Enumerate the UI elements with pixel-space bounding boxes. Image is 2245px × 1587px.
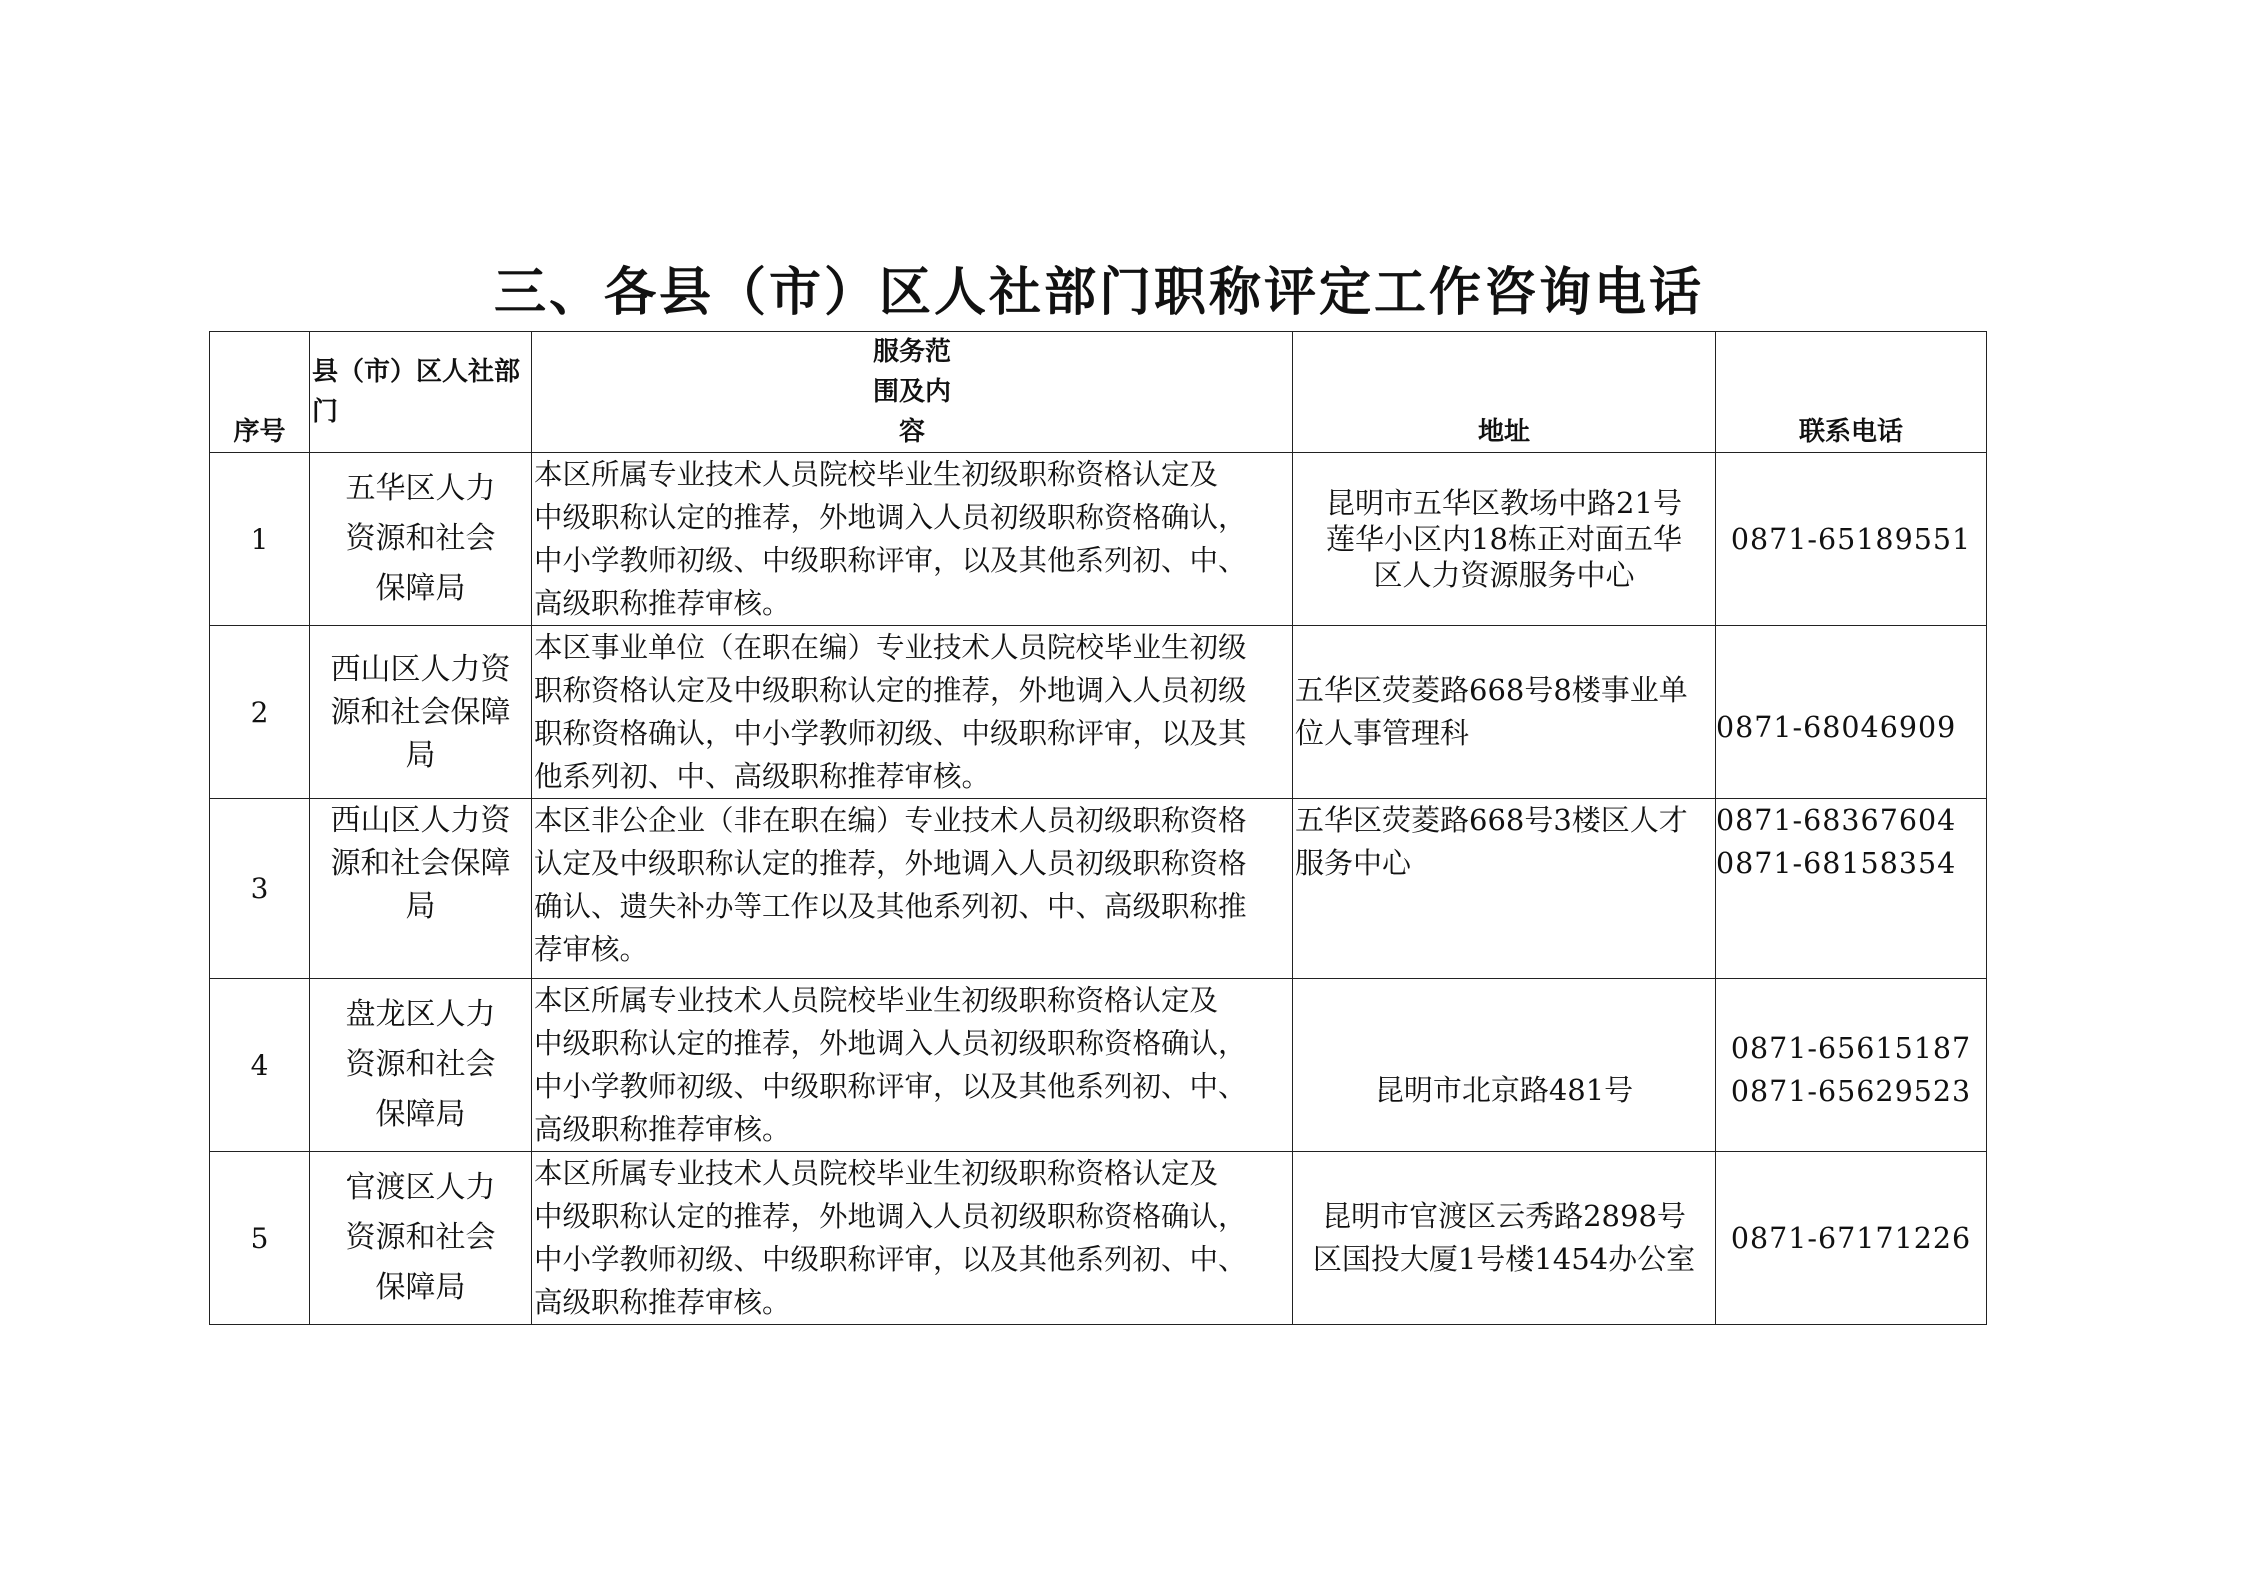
row-address bbox=[1293, 799, 1716, 979]
scope-line: 荐审核。 bbox=[534, 933, 649, 966]
table-row bbox=[210, 799, 1987, 979]
row-scope bbox=[532, 799, 1293, 979]
row-index: 1 bbox=[210, 453, 310, 626]
scope-line: 中级职称认定的推荐，外地调入人员初级职称资格确认， bbox=[534, 1200, 1247, 1233]
row-org: 西山区人力资源和社会保障局 bbox=[310, 799, 532, 979]
scope-line: 高级职称推荐审核。 bbox=[534, 1286, 791, 1319]
scope-line: 职称资格确认，中小学教师初级、中级职称评审，以及其 bbox=[534, 717, 1247, 750]
address-line: 昆明市北京路481号 bbox=[1374, 1073, 1634, 1107]
row-phone bbox=[1716, 453, 1987, 626]
phone-number: 0871-65615187 bbox=[1730, 1032, 1972, 1065]
row-index: 2 bbox=[210, 626, 310, 799]
scope-line: 本区所属专业技术人员院校毕业生初级职称资格认定及 bbox=[534, 458, 1219, 491]
header-scope: 服务范围及内容 bbox=[532, 332, 1293, 453]
scope-line: 本区所属专业技术人员院校毕业生初级职称资格认定及 bbox=[534, 984, 1219, 1017]
address-line: 区国投大厦1号楼1454办公室 bbox=[1312, 1242, 1696, 1276]
phone-number: 0871-68158354 bbox=[1716, 847, 1957, 880]
table-row bbox=[210, 626, 1987, 799]
contact-table bbox=[209, 331, 1987, 1325]
header-row bbox=[210, 332, 1987, 453]
row-org: 五华区人力资源和社会保障局 bbox=[310, 453, 532, 626]
row-address bbox=[1293, 453, 1716, 626]
row-scope bbox=[532, 979, 1293, 1152]
address-line: 五华区荧菱路668号3楼区人才 bbox=[1295, 803, 1688, 837]
scope-line: 确认、遗失补办等工作以及其他系列初、中、高级职称推 bbox=[534, 890, 1247, 923]
scope-line: 中小学教师初级、中级职称评审，以及其他系列初、中、 bbox=[534, 544, 1247, 577]
phone-number: 0871-65189551 bbox=[1730, 522, 1972, 556]
row-index: 4 bbox=[210, 979, 310, 1152]
table-row bbox=[210, 1152, 1987, 1325]
scope-line: 中级职称认定的推荐，外地调入人员初级职称资格确认， bbox=[534, 501, 1247, 534]
address-line: 区人力资源服务中心 bbox=[1373, 558, 1635, 592]
phone-number: 0871-67171226 bbox=[1730, 1221, 1972, 1255]
scope-line: 本区事业单位（在职在编）专业技术人员院校毕业生初级 bbox=[534, 631, 1247, 664]
address-line: 五华区荧菱路668号8楼事业单 bbox=[1295, 673, 1688, 707]
row-address bbox=[1293, 626, 1716, 799]
row-phone bbox=[1716, 799, 1987, 979]
header-phone: 联系电话 bbox=[1716, 332, 1987, 453]
row-address bbox=[1293, 1152, 1716, 1325]
scope-line: 高级职称推荐审核。 bbox=[534, 587, 791, 620]
row-phone bbox=[1716, 1152, 1987, 1325]
phone-number: 0871-68046909 bbox=[1716, 710, 1957, 744]
scope-line: 本区所属专业技术人员院校毕业生初级职称资格认定及 bbox=[534, 1157, 1219, 1190]
page-title: 三、各县（市）区人社部门职称评定工作咨询电话 bbox=[493, 263, 1704, 323]
scope-line: 高级职称推荐审核。 bbox=[534, 1113, 791, 1146]
row-index: 3 bbox=[210, 799, 310, 979]
address-line: 昆明市五华区教场中路21号 bbox=[1326, 486, 1682, 520]
table-row bbox=[210, 453, 1987, 626]
scope-line: 本区非公企业（非在职在编）专业技术人员初级职称资格 bbox=[534, 804, 1247, 837]
row-org: 官渡区人力资源和社会保障局 bbox=[310, 1152, 532, 1325]
row-phone bbox=[1716, 979, 1987, 1152]
address-line: 位人事管理科 bbox=[1295, 716, 1470, 750]
phone-number: 0871-65629523 bbox=[1730, 1075, 1972, 1108]
address-line: 服务中心 bbox=[1295, 846, 1412, 880]
header-address: 地址 bbox=[1293, 332, 1716, 453]
phone-number: 0871-68367604 bbox=[1716, 804, 1957, 837]
address-line: 莲华小区内18栋正对面五华 bbox=[1326, 522, 1682, 556]
scope-line: 中小学教师初级、中级职称评审，以及其他系列初、中、 bbox=[534, 1243, 1247, 1276]
table-row bbox=[210, 979, 1987, 1152]
row-org: 盘龙区人力资源和社会保障局 bbox=[310, 979, 532, 1152]
row-scope bbox=[532, 626, 1293, 799]
address-line: 昆明市官渡区云秀路2898号 bbox=[1322, 1199, 1686, 1233]
header-index: 序号 bbox=[210, 332, 310, 453]
row-scope bbox=[532, 453, 1293, 626]
scope-line: 他系列初、中、高级职称推荐审核。 bbox=[534, 760, 991, 793]
scope-line: 中小学教师初级、中级职称评审，以及其他系列初、中、 bbox=[534, 1070, 1247, 1103]
row-org: 西山区人力资源和社会保障局 bbox=[310, 626, 532, 799]
scope-line: 中级职称认定的推荐，外地调入人员初级职称资格确认， bbox=[534, 1027, 1247, 1060]
row-index: 5 bbox=[210, 1152, 310, 1325]
scope-line: 认定及中级职称认定的推荐，外地调入人员初级职称资格 bbox=[534, 847, 1247, 880]
header-org: 县（市）区人社部门 bbox=[310, 332, 532, 453]
row-scope bbox=[532, 1152, 1293, 1325]
row-phone bbox=[1716, 626, 1987, 799]
scope-line: 职称资格认定及中级职称认定的推荐，外地调入人员初级 bbox=[534, 674, 1247, 707]
row-address bbox=[1293, 979, 1716, 1152]
